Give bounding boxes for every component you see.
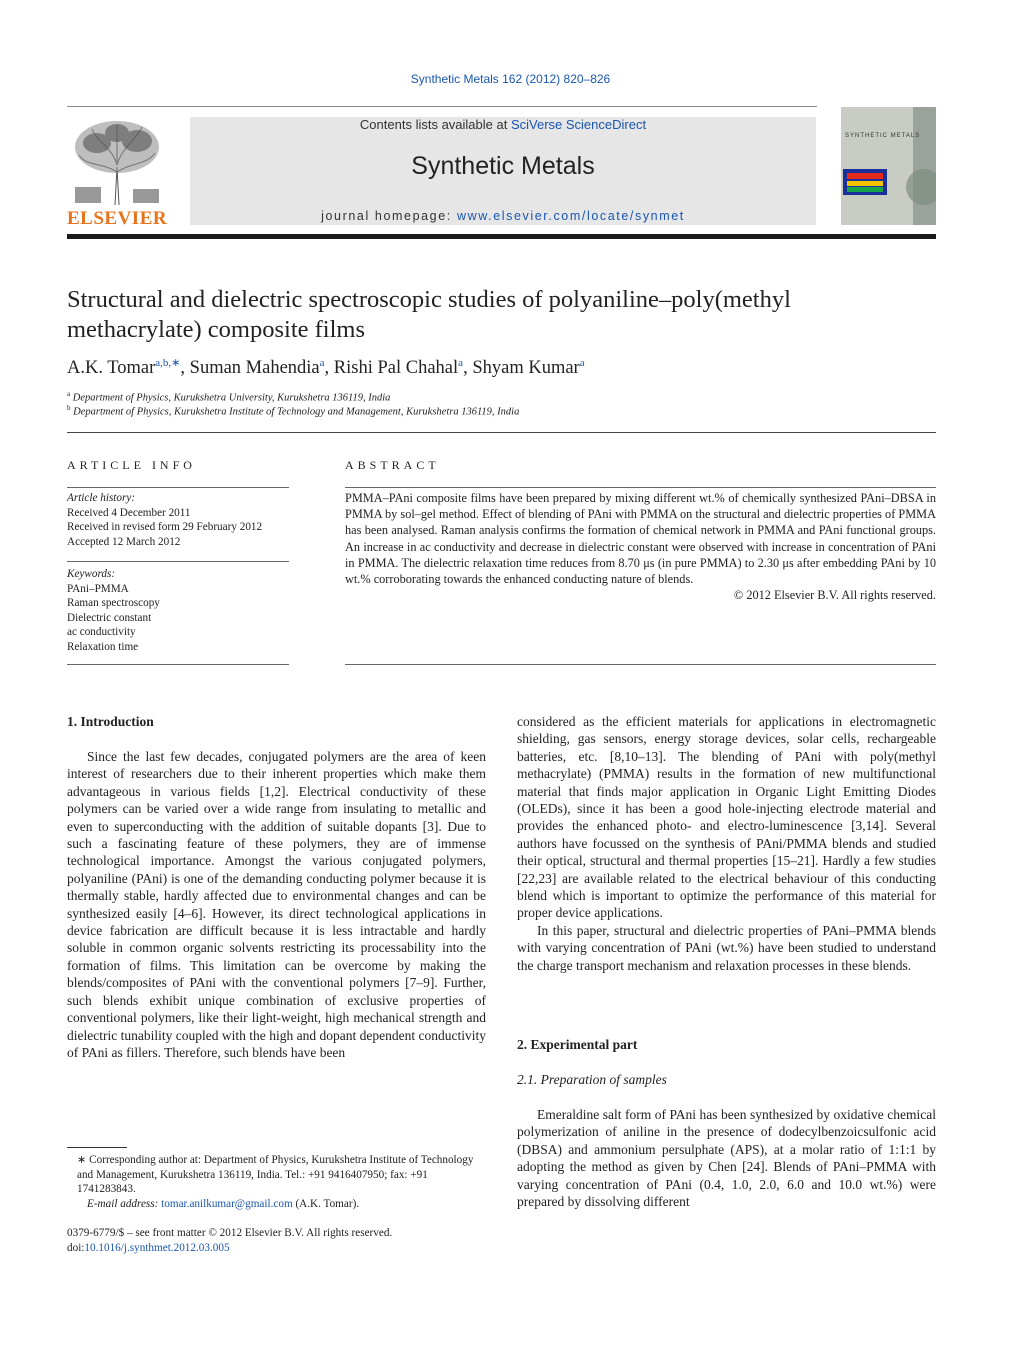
author-affil-mark[interactable]: a — [579, 357, 585, 369]
abstract-body — [345, 490, 936, 603]
author-list: A.K. Tomar$^{a,b,∗}$, Suman Mahendia$^a$, Rishi Pal Chahal$^a$, Shyam Kumar$^a$ — [67, 357, 585, 379]
intro-paragraph-2: In this paper, structural and dielectric properties of PAni–PMMA blends with varying concentration of PAni (wt.%) have been studied to understand the charge transport mechanism and relaxation processes in these blends. — [517, 922, 936, 973]
affiliation-a — [67, 390, 390, 404]
history-accepted: Accepted 12 March 2012 — [67, 535, 181, 548]
homepage-prefix: journal homepage: — [321, 209, 457, 223]
keyword: Dielectric constant — [67, 611, 152, 624]
affiliation-b — [67, 404, 519, 418]
doi-label: doi: — [67, 1241, 85, 1254]
corresponding-footnote — [67, 1153, 487, 1211]
keywords-label: Keywords: — [67, 568, 116, 580]
email-suffix: (A.K. Tomar). — [292, 1197, 360, 1210]
keyword: Relaxation time — [67, 640, 139, 653]
journal-citation[interactable]: Synthetic Metals 162 (2012) 820–826 — [410, 72, 611, 86]
preparation-paragraph: Emeraldine salt form of PAni has been synthesized by oxidative chemical polymerization of aniline in the presence of dodecylbenzoicsulfonic acid (DBSA) and ammonium persulphate (APS), at a molar ratio of 1:1:1 by adopting the method as given by Chen [24]. Blends of PAni–PMMA with varying concentration of PAni (0.4, 1.0, 2.0, 6.0 and 10.0 wt.%) were prepared by dissolving different — [517, 1107, 936, 1210]
journal-cover — [841, 107, 936, 225]
contents-line — [190, 117, 816, 132]
article-info-rule — [67, 487, 289, 488]
cover-title: SYNTHETIC METALS — [845, 133, 921, 139]
article-history — [67, 491, 262, 549]
affiliation-mark: a — [67, 390, 71, 398]
homepage-link[interactable]: www.elsevier.com/locate/synmet — [456, 209, 685, 223]
title-line-1: Structural and dielectric spectroscopic studies of polyaniline–poly(methyl — [67, 286, 791, 313]
keyword: ac conductivity — [67, 626, 136, 638]
affiliation-rule — [67, 432, 936, 433]
author-name[interactable]: Rishi Pal Chahal — [333, 358, 459, 379]
journal-homepage — [190, 209, 816, 223]
abstract-rule — [345, 487, 936, 488]
affiliation-text: Department of Physics, Kurukshetra Institute of Technology and Management, Kurukshetra 136119, India — [73, 406, 520, 418]
history-label: Article history: — [67, 492, 136, 504]
author-affil-mark[interactable]: a — [458, 357, 464, 369]
keywords — [67, 567, 160, 654]
article-info-heading: ARTICLE INFO — [67, 458, 196, 472]
author-name[interactable]: A.K. Tomar — [67, 358, 156, 379]
title-line-2: methacrylate) composite films — [67, 316, 365, 343]
email-label: E-mail address: — [87, 1197, 162, 1210]
footnote-rule — [67, 1147, 127, 1148]
abstract-text: PMMA–PAni composite films have been prepared by mixing different wt.% of chemically synthesized PAni–DBSA in PMMA by sol–gel method. Effect of blending of PAni with PMMA on the structural and dielectric properties of PMMA has been analysed. Raman analysis confirms the formation of chemical network in PMMA and PAni functional groups. An increase in ac conductivity and decrease in dielectric constant were observed with increase in concentration of PAni in PMMA. The dielectric relaxation time reduces from 8.70 μs (in pure PMMA) to 2.30 μs after embedding PAni by 10 wt.% corroborating towards the enhanced conducting nature of blends. — [345, 491, 936, 587]
journal-name: Synthetic Metals — [411, 152, 595, 180]
contents-prefix: Contents lists available at — [359, 117, 511, 132]
intro-paragraph-cont: considered as the efficient materials for applications in electromagnetic shielding, gas sensors, energy storage devices, solar cells, rechargeable batteries, etc. [8,10–13]. The blending of PAni with poly(methyl methacrylate) (PMMA) results in the formation of new multifunctional material that finds major application in Organic Light Emitting Diodes (OLEDs), since it has been a good hole-injecting electrode material and provides the enhanced photo- and electro-luminescence [3,14]. Several authors have focussed on the synthesis of PAni/PMMA blends and studied their optical, structural and thermal properties [15–21]. Hardly a few studies [22,23] are available related to the electrical behaviour of this conducting blend which is important to optimize the performance of this material for proper device applications. — [517, 714, 936, 921]
issn-line: 0379-6779/$ – see front matter © 2012 Elsevier B.V. All rights reserved. — [67, 1227, 393, 1239]
doi-line — [67, 1241, 487, 1256]
keyword: Raman spectroscopy — [67, 597, 160, 609]
front-matter — [67, 1226, 487, 1255]
section-2-1-heading: 2.1. Preparation of samples — [517, 1072, 667, 1087]
intro-paragraph: Since the last few decades, conjugated polymers are the area of keen interest of researchers due to their inherent properties which make them advantageous in various fields [1,2]. Electrical conductivity of these polymers can be varied over a wide range from insulating to metallic and even to superconducting with the addition of suitable dopants [3]. Due to such a fascinating feature of these polymers, they are of immense technological importance. Amongst the various conjugated polymers, polyaniline (PAni) is one of the demanding conducting polymer because it is thermally stable, hardly affected due to environmental changes and can be synthesized easily [4–6]. However, its direct technological applications in device fabrication are difficult because it is less intractable and hardly soluble in common organic solvents restricting its processability into the formation of films. This limitation can be overcome by making the blends/composites of PAni with the conventional polymers [7–9]. Further, such blends exhibit unique combination of exclusive properties of conventional polymers, like their light-weight, high mechanical strength and dielectric tunability coupled with the high and dopant dependent conductivity of PAni as fillers. Therefore, such blends have been — [67, 749, 486, 1060]
abstract-heading: ABSTRACT — [345, 458, 440, 472]
abstract-copyright: © 2012 Elsevier B.V. All rights reserved. — [733, 588, 936, 603]
corresponding-text: ∗ Corresponding author at: Department of Physics, Kurukshetra Institute of Technology and Management, Kurukshetra 136119, India. Tel.: +91 9416407950; fax: +91 1741283843. — [77, 1154, 474, 1195]
history-rule — [67, 561, 289, 562]
sciverse-link[interactable]: SciVerse ScienceDirect — [510, 117, 647, 132]
history-received: Received 4 December 2011 — [67, 506, 191, 519]
email-line — [67, 1197, 487, 1212]
section-2-heading: 2. Experimental part — [517, 1037, 638, 1052]
email-link[interactable]: tomar.anilkumar@gmail.com — [161, 1197, 293, 1210]
introduction-text — [67, 748, 486, 1061]
keyword: PAni–PMMA — [67, 582, 129, 595]
affiliation-mark: b — [67, 404, 71, 412]
history-revised: Received in revised form 29 February 2012 — [67, 521, 263, 533]
right-column-text — [517, 713, 936, 974]
author-name[interactable]: Shyam Kumar — [472, 358, 580, 379]
abstract-bottom-rule — [345, 664, 936, 665]
section-1-heading: 1. Introduction — [67, 714, 154, 729]
header-rule — [67, 106, 817, 107]
doi-link[interactable]: 10.1016/j.synthmet.2012.03.005 — [84, 1241, 230, 1254]
author-name[interactable]: Suman Mahendia — [189, 358, 320, 379]
keywords-rule — [67, 664, 289, 665]
elsevier-wordmark: ELSEVIER — [67, 208, 168, 229]
author-affil-mark[interactable]: a — [319, 357, 325, 369]
preparation-text — [517, 1106, 936, 1210]
affiliation-text: Department of Physics, Kurukshetra University, Kurukshetra 136119, India — [72, 392, 391, 404]
header-heavy-rule — [67, 234, 936, 239]
article-title — [67, 285, 927, 345]
author-affil-mark[interactable]: a,b,∗ — [155, 357, 181, 369]
